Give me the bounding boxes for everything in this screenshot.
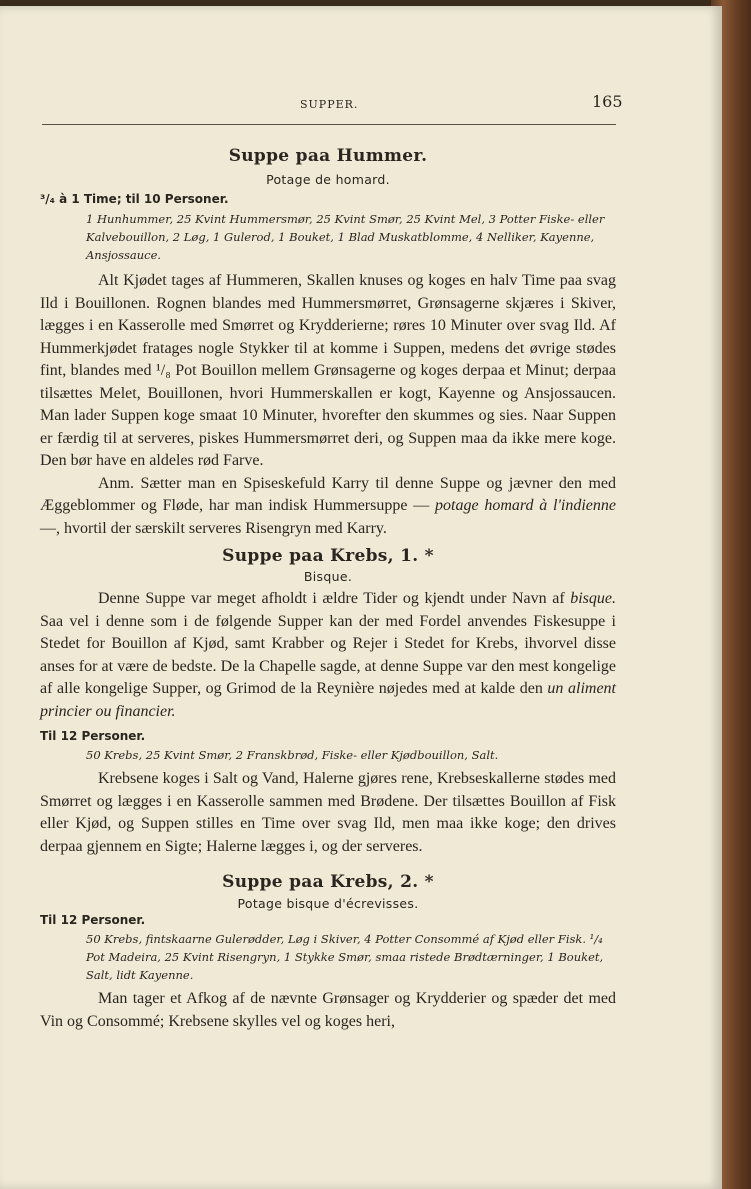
section-subtitle: Potage de homard. [266, 172, 390, 187]
note-text: Anm. Sætter man en Spiseskefuld Karry til denne Suppe og jævner den med Æggeblommer og Fløde, har man indisk Hummersuppe — [40, 474, 616, 514]
page-content [40, 146, 616, 1033]
intro-text: Denne Suppe var meget afholdt i ældre Tider og kjendt under Navn af [98, 590, 565, 607]
book-page [0, 6, 722, 1189]
section-meta: ³/₄ à 1 Time; til 10 Personer. [40, 192, 229, 206]
intro-french-term: bisque. [570, 590, 616, 607]
recipe-note [40, 473, 616, 541]
section-heading: Suppe paa Krebs, 2. * [222, 872, 434, 892]
section-meta: Til 12 Personer. [40, 729, 146, 743]
header-rule [42, 124, 616, 125]
ingredients-list: 50 Krebs, 25 Kvint Smør, 2 Franskbrød, Fiske- eller Kjødbouillon, Salt. [86, 748, 499, 762]
section-heading: Suppe paa Krebs, 1. * [222, 546, 434, 566]
recipe-text: Krebsene koges i Salt og Vand, Halerne gjøres rene, Krebseskallerne stødes med Smørret og lægges i en Kasserolle sammen med Brødene. Der tilsættes Bouillon af Fisk eller Kjød, og Suppen stilles en Time over svag Ild, men maa ikke koge; den drives derpaa gjennem en Sigte; Halerne lægges i, og der serveres. [40, 770, 616, 855]
page-number: 165 [592, 92, 623, 111]
running-head-title: SUPPER. [300, 98, 359, 111]
ingredients-list: 1 Hunhummer, 25 Kvint Hummersmør, 25 Kvint Smør, 25 Kvint Mel, 3 Potter Fiske- eller Kalvebouillon, 2 Løg, 1 Gulerod, 1 Bouket, 1 Blad Muskatblomme, 4 Nelliker, Kayenne, Ansjossauce. [86, 212, 605, 262]
intro-text-middle: Saa vel i denne som i de følgende Supper kan der med Fordel anvendes Fiskesuppe i Stedet for Bouillon af Kjød, samt Krabber og Rejer i Stedet for Krebs, ihvorvel disse anses for at være de bedste. De la Chapelle sagde, at denne Suppe var den mest kongelige af alle kongelige Supper, og Grimod de la Reynière nøjedes med at kalde den [40, 612, 616, 697]
recipe-text: Man tager et Afkog af de nævnte Grønsager og Krydderier og spæder det med Vin og Consommé; Krebsene skylles vel og koges heri, [40, 990, 616, 1030]
recipe-text: Alt Kjødet tages af Hummeren, Skallen knuses og koges en halv Time paa svag Ild i Bouillonen. Rognen blandes med Hummersmørret, Grønsagerne skjæres i Skiver, lægges i en Kasserolle med Smørret og Krydderierne; røres 10 Minuter over svag Ild. Af Hummerkjødet fratages nogle Stykker til at komme i Suppen, medens det øvrige stødes fint, blandes med ¹/₈ Pot Bouillon mellem Grønsagerne og koges derpaa et Minut; derpaa tilsættes Melet, Bouillonen, hvori Hummerskallen er kogt, Kayenne og Ansjossaucen. Man lader Suppen koge smaat 10 Minuter, hvorefter den skummes og sies. Naar Suppen er færdig til at serveres, piskes Hummersmørret deri, og Suppen maa da ikke mere koge. Den bør have en aldeles rød Farve. [40, 272, 616, 469]
section-subtitle: Potage bisque d'écrevisses. [237, 896, 419, 911]
section-heading: Suppe paa Hummer. [228, 146, 428, 166]
recipe-intro [40, 588, 616, 723]
intro-french-quote: un aliment princier ou financier. [40, 680, 617, 720]
ingredients-list: 50 Krebs, fintskaarne Gulerødder, Løg i Skiver, 4 Potter Consommé af Kjød eller Fisk. ¹/₄ Pot Madeira, 25 Kvint Risengryn, 1 Stykke Smør, smaa ristede Brødtærninger, 1 Bouket, Salt, lidt Kayenne. [86, 932, 604, 982]
note-french-term: potage homard à l'indienne [435, 497, 617, 514]
section-meta: Til 12 Personer. [40, 913, 146, 927]
section-subtitle: Bisque. [303, 569, 353, 584]
note-text-end: —, hvortil der særskilt serveres Risengryn med Karry. [40, 519, 387, 537]
